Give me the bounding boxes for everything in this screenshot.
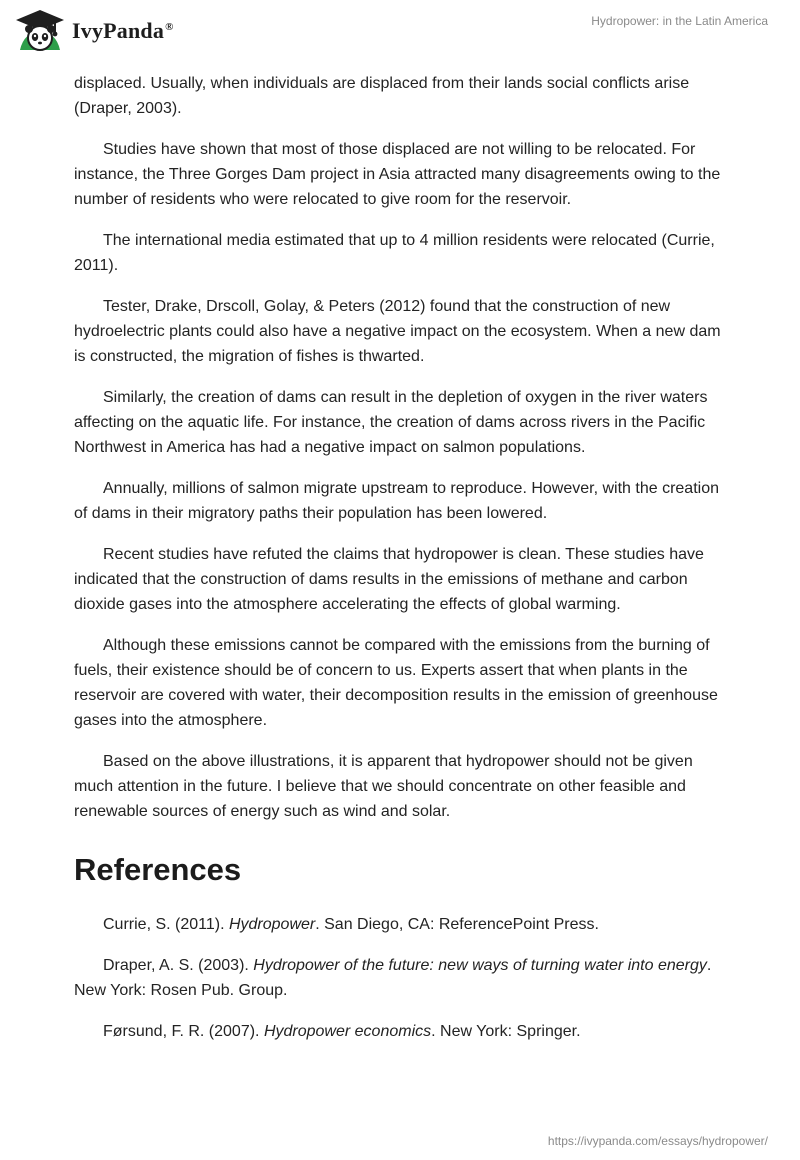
reference-author: Førsund, F. R. (2007). (103, 1023, 264, 1040)
reference-publisher: . San Diego, CA: ReferencePoint Press. (315, 916, 599, 933)
page-header (0, 0, 800, 64)
source-url-link[interactable]: https://ivypanda.com/essays/hydropower/ (547, 1134, 768, 1148)
reference-title: Hydropower (228, 916, 316, 933)
paragraph: The international media estimated that up to 4 million residents were relocated (Currie, 2011). (74, 232, 715, 274)
reference-publisher: . New York: Rosen Pub. Group. (74, 957, 712, 999)
logo-wordmark: IvyPanda® (72, 18, 174, 43)
paragraph-continued: displaced. Usually, when individuals are displaced from their lands social conflicts arise (Draper, 2003). (74, 75, 690, 117)
panda-graduate-icon (14, 8, 66, 54)
paragraph: Recent studies have refuted the claims that hydropower is clean. These studies have indicated that the construction of dams results in the emissions of methane and carbon dioxide gases into the atmosphere accelerating the effects of global warming. (74, 546, 704, 613)
paragraph: Tester, Drake, Drscoll, Golay, & Peters (2012) found that the construction of new hydroelectric plants could also have a negative impact on the ecosystem. When a new dam is constructed, the migration of fishes is thwarted. (74, 298, 721, 365)
reference-item (74, 953, 734, 1003)
reference-item (74, 1019, 734, 1044)
references-heading: References (74, 852, 242, 887)
reference-item (74, 912, 734, 937)
document-title: Hydropower: in the Latin America (591, 14, 768, 28)
paragraph: Studies have shown that most of those displaced are not willing to be relocated. For instance, the Three Gorges Dam project in Asia attracted many disagreements owing to the number of residents who were relocated to give room for the reservoir. (74, 141, 721, 208)
ivypanda-logo[interactable] (14, 8, 174, 54)
essay-body (74, 71, 734, 1060)
paragraph: Based on the above illustrations, it is apparent that hydropower should not be given much attention in the future. I believe that we should concentrate on other feasible and renewable sources of energy such as wind and solar. (74, 753, 693, 820)
paragraph: Annually, millions of salmon migrate upstream to reproduce. However, with the creation of dams in their migratory paths their population has been lowered. (74, 480, 719, 522)
reference-author: Draper, A. S. (2003). (103, 957, 254, 974)
reference-title: Hydropower of the future: new ways of turning water into energy (253, 957, 707, 974)
reference-title: Hydropower economics (263, 1023, 432, 1040)
registered-mark: ® (165, 20, 174, 33)
reference-author: Currie, S. (2011). (103, 916, 229, 933)
paragraph: Although these emissions cannot be compared with the emissions from the burning of fuels, their existence should be of concern to us. Experts assert that when plants in the reservoir are covered with water, their decomposition results in the emission of greenhouse gases into the atmosphere. (74, 637, 718, 729)
reference-publisher: . New York: Springer. (431, 1023, 581, 1040)
paragraph: Similarly, the creation of dams can result in the depletion of oxygen in the river waters affecting on the aquatic life. For instance, the creation of dams across rivers in the Pacific Northwest in America has had a negative impact on salmon populations. (74, 389, 708, 456)
